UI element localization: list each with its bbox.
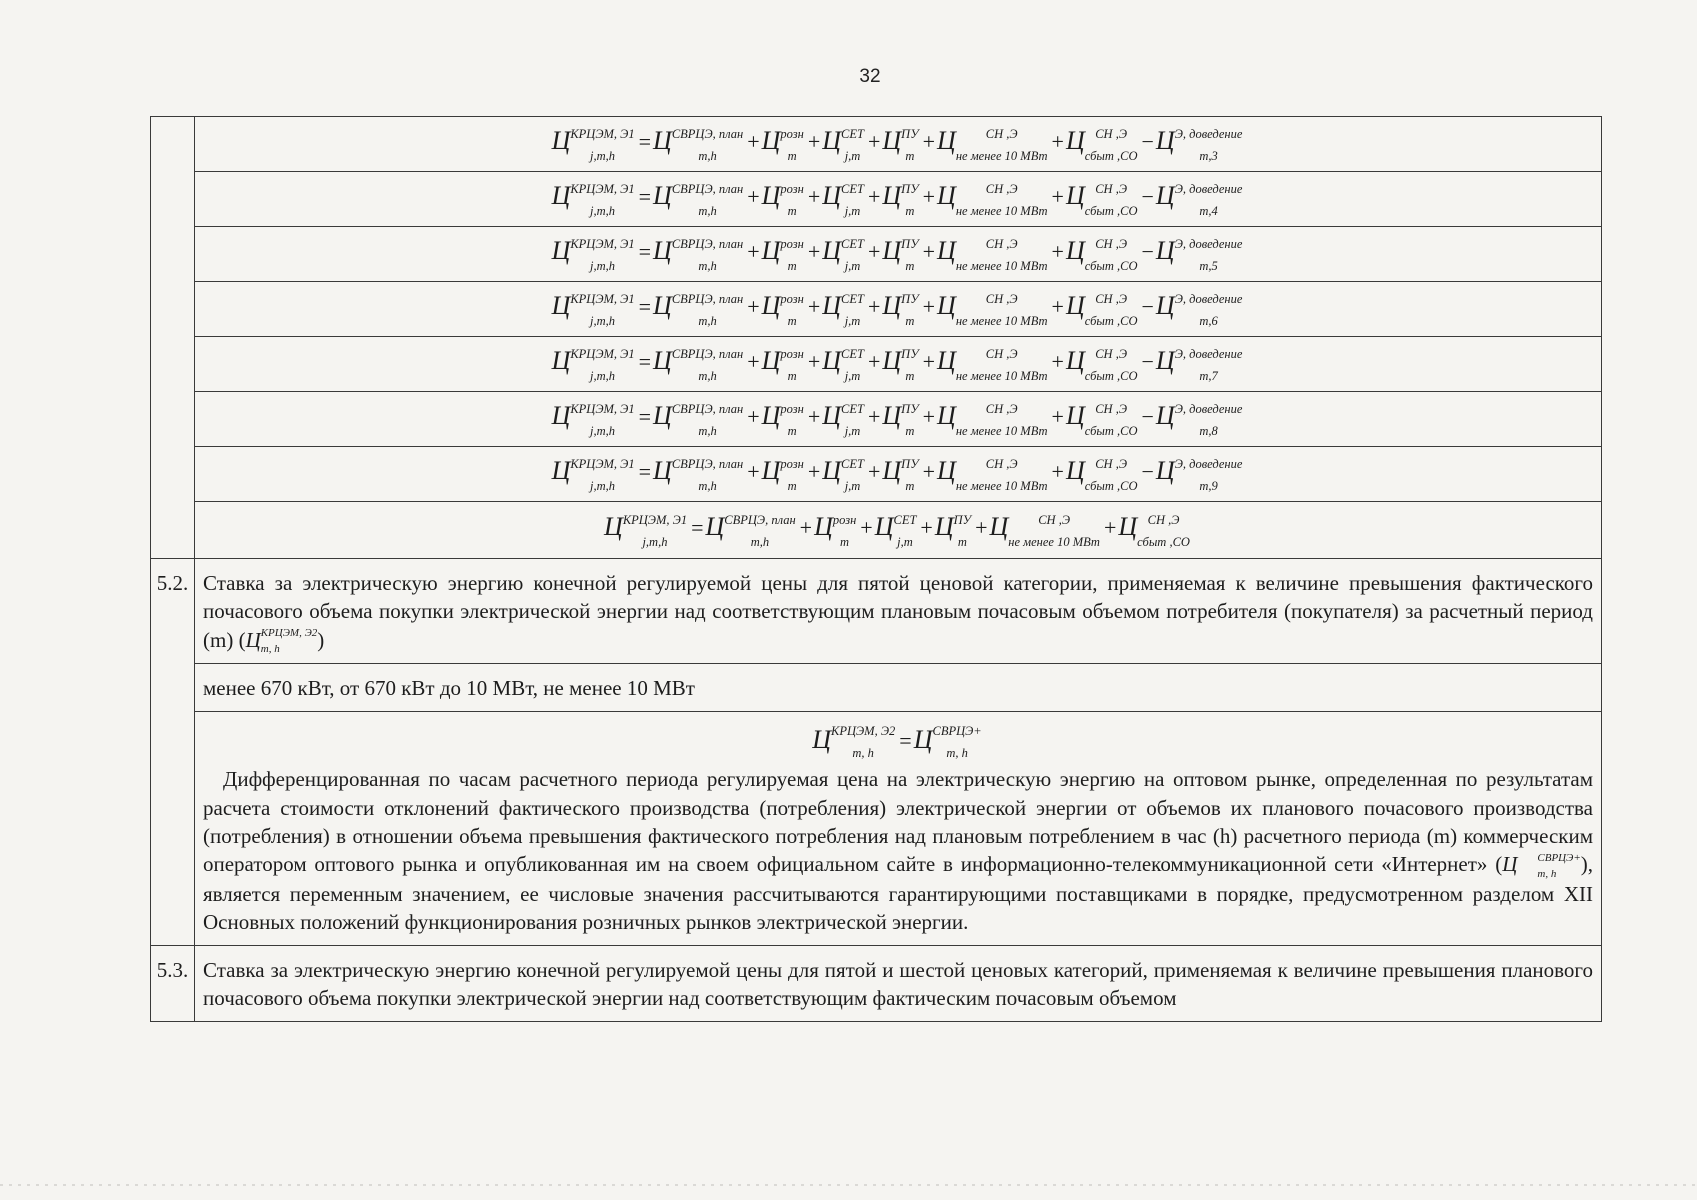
- formula-indices: ПУ m: [953, 513, 972, 549]
- price-symbol: Ц: [653, 455, 672, 485]
- plus-sign: +: [807, 238, 821, 264]
- formula-indices: розн m: [780, 182, 804, 218]
- price-symbol: Ц: [934, 511, 954, 541]
- formula-indices: СВРЦЭ, план m,h: [671, 402, 744, 438]
- price-symbol: Ц: [551, 400, 571, 430]
- formula-indices: СН ,Э не менее 10 МВт: [955, 402, 1048, 438]
- equals-sign: =: [638, 128, 652, 154]
- formula-indices: КРЦЭМ, Э1 j,m,h: [570, 237, 635, 273]
- formula-indices: СЕТ j,m: [841, 237, 864, 273]
- formula-indices: СН ,Э сбыт ,СО: [1084, 457, 1138, 493]
- formula-indices: СН ,Э сбыт ,СО: [1084, 292, 1138, 328]
- plus-sign: +: [922, 238, 936, 264]
- plus-sign: +: [860, 514, 873, 540]
- formula-indices: СН ,Э сбыт ,СО: [1137, 513, 1190, 549]
- price-symbol: Ц: [1155, 180, 1175, 210]
- price-symbol: Ц: [761, 345, 781, 375]
- price-symbol: Ц: [761, 180, 781, 210]
- price-symbol: Ц: [1155, 455, 1175, 485]
- formula-indices: СЕТ j,m: [841, 292, 864, 328]
- formula-indices: розн m: [780, 402, 804, 438]
- plus-sign: +: [867, 348, 881, 374]
- formula-row: [195, 117, 1602, 172]
- price-symbol: Ц: [989, 511, 1009, 541]
- price-symbol: Ц: [653, 180, 672, 210]
- section-5-2-description-text: Дифференцированная по часам расчетного периода регулируемая цена на электрическую энергию на оптовом рынке, определенная по результатам расчета стоимости отклонений фактического производства (потребления) электрической энергии от объемов их планового почасового производства (потребления) в отношении объема превышения фактического потребления над плановым потреблением в час (h) расчетного периода (m) коммерческим оператором оптового рынка и опубликованная им на своем официальном сайте в информационно-телекоммуникационной сети «Интернет» (Ц СВРЦЭ+ m, h ), является переменным значением, ее числовые значения рассчитываются гарантирующими поставщиками в порядке, предусмотренном разделом XII Основных положений функционирования розничных рынков электрической энергии.: [203, 767, 1593, 935]
- formula-indices: Э, доведение m,3: [1174, 127, 1243, 163]
- price-symbol: Ц: [822, 235, 842, 265]
- plus-sign: +: [922, 348, 936, 374]
- formula-indices: СН ,Э не менее 10 МВт: [955, 127, 1048, 163]
- formula-indices: СВРЦЭ, план m,h: [671, 237, 744, 273]
- formula-indices: СН ,Э сбыт ,СО: [1084, 182, 1138, 218]
- section-number-5-2: 5.2.: [151, 559, 195, 946]
- plus-sign: +: [747, 128, 760, 154]
- section-number-5-3: 5.3.: [151, 945, 195, 1021]
- price-symbol: Ц: [882, 180, 902, 210]
- price-symbol: Ц: [937, 235, 956, 265]
- formula-indices: СН ,Э сбыт ,СО: [1084, 402, 1138, 438]
- formula-indices: СН ,Э не менее 10 МВт: [955, 457, 1048, 493]
- price-symbol: Ц: [882, 290, 902, 320]
- formula-row: [195, 172, 1602, 227]
- price-symbol: Ц: [1118, 511, 1138, 541]
- formula-indices: Э, доведение m,7: [1174, 347, 1243, 383]
- plus-sign: +: [807, 128, 821, 154]
- formula-row: [195, 392, 1602, 447]
- price-symbol: Ц: [874, 511, 894, 541]
- scan-artifact: [0, 1184, 1697, 1186]
- price-symbol: Ц: [604, 511, 623, 541]
- plus-sign: +: [747, 183, 760, 209]
- price-symbol: Ц: [822, 345, 842, 375]
- formula-indices: СН ,Э не менее 10 МВт: [955, 182, 1048, 218]
- price-symbol: Ц: [937, 180, 956, 210]
- formula-indices: СН ,Э сбыт ,СО: [1084, 347, 1138, 383]
- price-symbol: Ц: [551, 180, 571, 210]
- formula-indices: ПУ m: [901, 182, 919, 218]
- price-symbol: Ц: [1155, 290, 1175, 320]
- formula-indices: СЕТ j,m: [893, 513, 917, 549]
- formula-indices: розн m: [780, 347, 804, 383]
- plus-sign: +: [747, 458, 760, 484]
- formula-indices: ПУ m: [901, 292, 919, 328]
- plus-sign: +: [747, 293, 760, 319]
- formula-indices: Э, доведение m,4: [1174, 182, 1243, 218]
- formula-indices: КРЦЭМ, Э1 j,m,h: [570, 182, 635, 218]
- minus-sign: −: [1141, 128, 1154, 154]
- price-symbol: Ц: [551, 235, 571, 265]
- formula-indices: СВРЦЭ, план m,h: [671, 347, 744, 383]
- equals-sign: =: [638, 238, 652, 264]
- formula-indices: СВРЦЭ, план m,h: [724, 513, 796, 549]
- equals-sign: =: [638, 458, 652, 484]
- price-symbol: Ц: [551, 455, 571, 485]
- price-symbol: Ц: [1155, 400, 1175, 430]
- formula-indices: Э, доведение m,9: [1174, 457, 1243, 493]
- plus-sign: +: [975, 514, 988, 540]
- price-symbol: Ц: [1065, 400, 1085, 430]
- formula-indices: СН ,Э не менее 10 МВт: [1008, 513, 1100, 549]
- formula-row: [195, 502, 1602, 559]
- price-symbol: Ц: [761, 290, 781, 320]
- plus-sign: +: [867, 458, 881, 484]
- formula-indices: СЕТ j,m: [841, 182, 864, 218]
- price-symbol: Ц: [653, 345, 672, 375]
- price-symbol: Ц: [1155, 345, 1175, 375]
- plus-sign: +: [922, 458, 936, 484]
- formula-indices: розн m: [780, 457, 804, 493]
- price-symbol: Ц: [551, 125, 571, 155]
- price-symbol: Ц: [937, 455, 956, 485]
- formula-indices: КРЦЭМ, Э1 j,m,h: [570, 127, 635, 163]
- price-symbol: Ц: [822, 180, 842, 210]
- plus-sign: +: [1051, 293, 1064, 319]
- price-symbol: Ц: [1065, 290, 1085, 320]
- formula-indices: СЕТ j,m: [841, 402, 864, 438]
- equals-sign: =: [638, 348, 652, 374]
- price-symbol: Ц: [937, 400, 956, 430]
- plus-sign: +: [1051, 403, 1064, 429]
- section-5-2: [151, 559, 1602, 946]
- equals-sign: =: [691, 514, 704, 540]
- formula-indices: розн m: [780, 292, 804, 328]
- price-symbol: Ц: [705, 511, 725, 541]
- price-symbol: Ц: [653, 400, 672, 430]
- equals-sign: =: [638, 183, 652, 209]
- plus-sign: +: [867, 293, 881, 319]
- minus-sign: −: [1141, 458, 1154, 484]
- page-number: 32: [859, 66, 881, 87]
- plus-sign: +: [747, 238, 760, 264]
- formula-indices: СН ,Э сбыт ,СО: [1084, 127, 1138, 163]
- price-symbol: Ц: [822, 290, 842, 320]
- formula-indices: СВРЦЭ, план m,h: [671, 127, 744, 163]
- price-symbol: Ц: [882, 125, 902, 155]
- plus-sign: +: [867, 238, 881, 264]
- formula-row: [195, 227, 1602, 282]
- plus-sign: +: [922, 293, 936, 319]
- price-symbol: Ц: [822, 455, 842, 485]
- plus-sign: +: [867, 183, 881, 209]
- formula-indices: СЕТ j,m: [841, 127, 864, 163]
- formula-indices: ПУ m: [901, 347, 919, 383]
- plus-sign: +: [807, 458, 821, 484]
- equals-sign: =: [638, 403, 652, 429]
- formula-indices: КРЦЭМ, Э1 j,m,h: [570, 402, 635, 438]
- plus-sign: +: [1103, 514, 1117, 540]
- price-symbol: Ц: [1065, 125, 1085, 155]
- formula-indices: Э, доведение m,8: [1174, 402, 1243, 438]
- price-symbol: Ц: [937, 345, 956, 375]
- formula-indices: розн m: [780, 237, 804, 273]
- minus-sign: −: [1141, 238, 1154, 264]
- price-symbol: Ц: [1155, 235, 1175, 265]
- price-symbol: Ц: [882, 455, 902, 485]
- formula-row: [195, 337, 1602, 392]
- formula-indices: розн m: [832, 513, 857, 549]
- plus-sign: +: [922, 128, 936, 154]
- plus-sign: +: [747, 403, 760, 429]
- price-symbol: Ц: [822, 400, 842, 430]
- formula-row: [195, 447, 1602, 502]
- formula-indices: СЕТ j,m: [841, 347, 864, 383]
- price-symbol: Ц: [882, 345, 902, 375]
- plus-sign: +: [807, 348, 821, 374]
- price-symbol: Ц: [551, 290, 571, 320]
- section-5-2-title: Ставка за электрическую энергию конечной регулируемой цены для пятой ценовой категории, применяемая к величине превышения фактического почасового объема покупки электрической энергии над соответствующим плановым почасовым объемом потребителя (покупателя) за расчетный период (m) (Ц КРЦЭМ, Э2 m, h ): [195, 559, 1602, 664]
- formula-indices: Э, доведение m,6: [1174, 292, 1243, 328]
- price-symbol: Ц: [814, 511, 833, 541]
- plus-sign: +: [1051, 458, 1064, 484]
- price-symbol: Ц: [1065, 180, 1085, 210]
- formula-indices: КРЦЭМ, Э1 j,m,h: [570, 347, 635, 383]
- plus-sign: +: [807, 183, 821, 209]
- price-symbol: Ц: [1155, 125, 1175, 155]
- formula-indices: КРЦЭМ, Э1 j,m,h: [622, 513, 688, 549]
- plus-sign: +: [1051, 348, 1064, 374]
- price-symbol: Ц: [653, 125, 672, 155]
- plus-sign: +: [807, 403, 821, 429]
- formula-indices: ПУ m: [901, 402, 919, 438]
- formula-indices: КРЦЭМ, Э1 j,m,h: [570, 457, 635, 493]
- section-5-2-formula: Ц КРЦЭМ, Э2 m, h =Ц СВРЦЭ+ m, h: [812, 724, 982, 760]
- price-symbol: Ц: [1065, 235, 1085, 265]
- minus-sign: −: [1141, 403, 1154, 429]
- price-symbol: Ц: [653, 235, 672, 265]
- formula-row: [195, 282, 1602, 337]
- plus-sign: +: [922, 403, 936, 429]
- plus-sign: +: [922, 183, 936, 209]
- plus-sign: +: [1051, 238, 1064, 264]
- price-symbol: Ц: [882, 235, 902, 265]
- price-symbol: Ц: [937, 290, 956, 320]
- plus-sign: +: [807, 293, 821, 319]
- price-symbol: Ц: [1065, 345, 1085, 375]
- plus-sign: +: [867, 128, 881, 154]
- formula-indices: СН ,Э не менее 10 МВт: [955, 292, 1048, 328]
- section-5-2-description: [195, 711, 1602, 945]
- formula-indices: СВРЦЭ, план m,h: [671, 457, 744, 493]
- section-5-2-capacity: менее 670 кВт, от 670 кВт до 10 МВт, не менее 10 МВт: [195, 664, 1602, 711]
- formula-rows: [151, 117, 1602, 559]
- price-symbol: Ц: [761, 400, 781, 430]
- price-symbol: Ц: [653, 290, 672, 320]
- equals-sign: =: [638, 293, 652, 319]
- formula-indices: СЕТ j,m: [841, 457, 864, 493]
- plus-sign: +: [1051, 183, 1064, 209]
- price-symbol: Ц: [882, 400, 902, 430]
- price-symbol: Ц: [937, 125, 956, 155]
- formula-indices: СН ,Э не менее 10 МВт: [955, 347, 1048, 383]
- section-5-3: [151, 945, 1602, 1021]
- price-symbol: Ц: [551, 345, 571, 375]
- price-symbol: Ц: [761, 455, 781, 485]
- plus-sign: +: [1051, 128, 1064, 154]
- price-symbol: Ц: [822, 125, 842, 155]
- formula-indices: ПУ m: [901, 237, 919, 273]
- plus-sign: +: [867, 403, 881, 429]
- plus-sign: +: [747, 348, 760, 374]
- formula-indices: розн m: [780, 127, 804, 163]
- section-number-blank: [151, 117, 195, 559]
- plus-sign: +: [799, 514, 813, 540]
- formula-indices: Э, доведение m,5: [1174, 237, 1243, 273]
- minus-sign: −: [1141, 183, 1154, 209]
- minus-sign: −: [1141, 293, 1154, 319]
- minus-sign: −: [1141, 348, 1154, 374]
- formula-indices: ПУ m: [901, 457, 919, 493]
- formula-indices: СН ,Э сбыт ,СО: [1084, 237, 1138, 273]
- price-symbol: Ц: [761, 235, 781, 265]
- tariff-table: [150, 116, 1602, 1022]
- formula-indices: КРЦЭМ, Э1 j,m,h: [570, 292, 635, 328]
- formula-indices: СН ,Э не менее 10 МВт: [955, 237, 1048, 273]
- formula-indices: СВРЦЭ, план m,h: [671, 292, 744, 328]
- price-symbol: Ц: [761, 125, 781, 155]
- section-5-3-text: Ставка за электрическую энергию конечной регулируемой цены для пятой и шестой ценовых категорий, применяемая к величине превышения планового почасового объема покупки электрической энергии над соответствующим фактическим почасовым объемом: [195, 945, 1602, 1021]
- plus-sign: +: [920, 514, 933, 540]
- formula-indices: СВРЦЭ, план m,h: [671, 182, 744, 218]
- formula-indices: ПУ m: [901, 127, 919, 163]
- price-symbol: Ц: [1065, 455, 1085, 485]
